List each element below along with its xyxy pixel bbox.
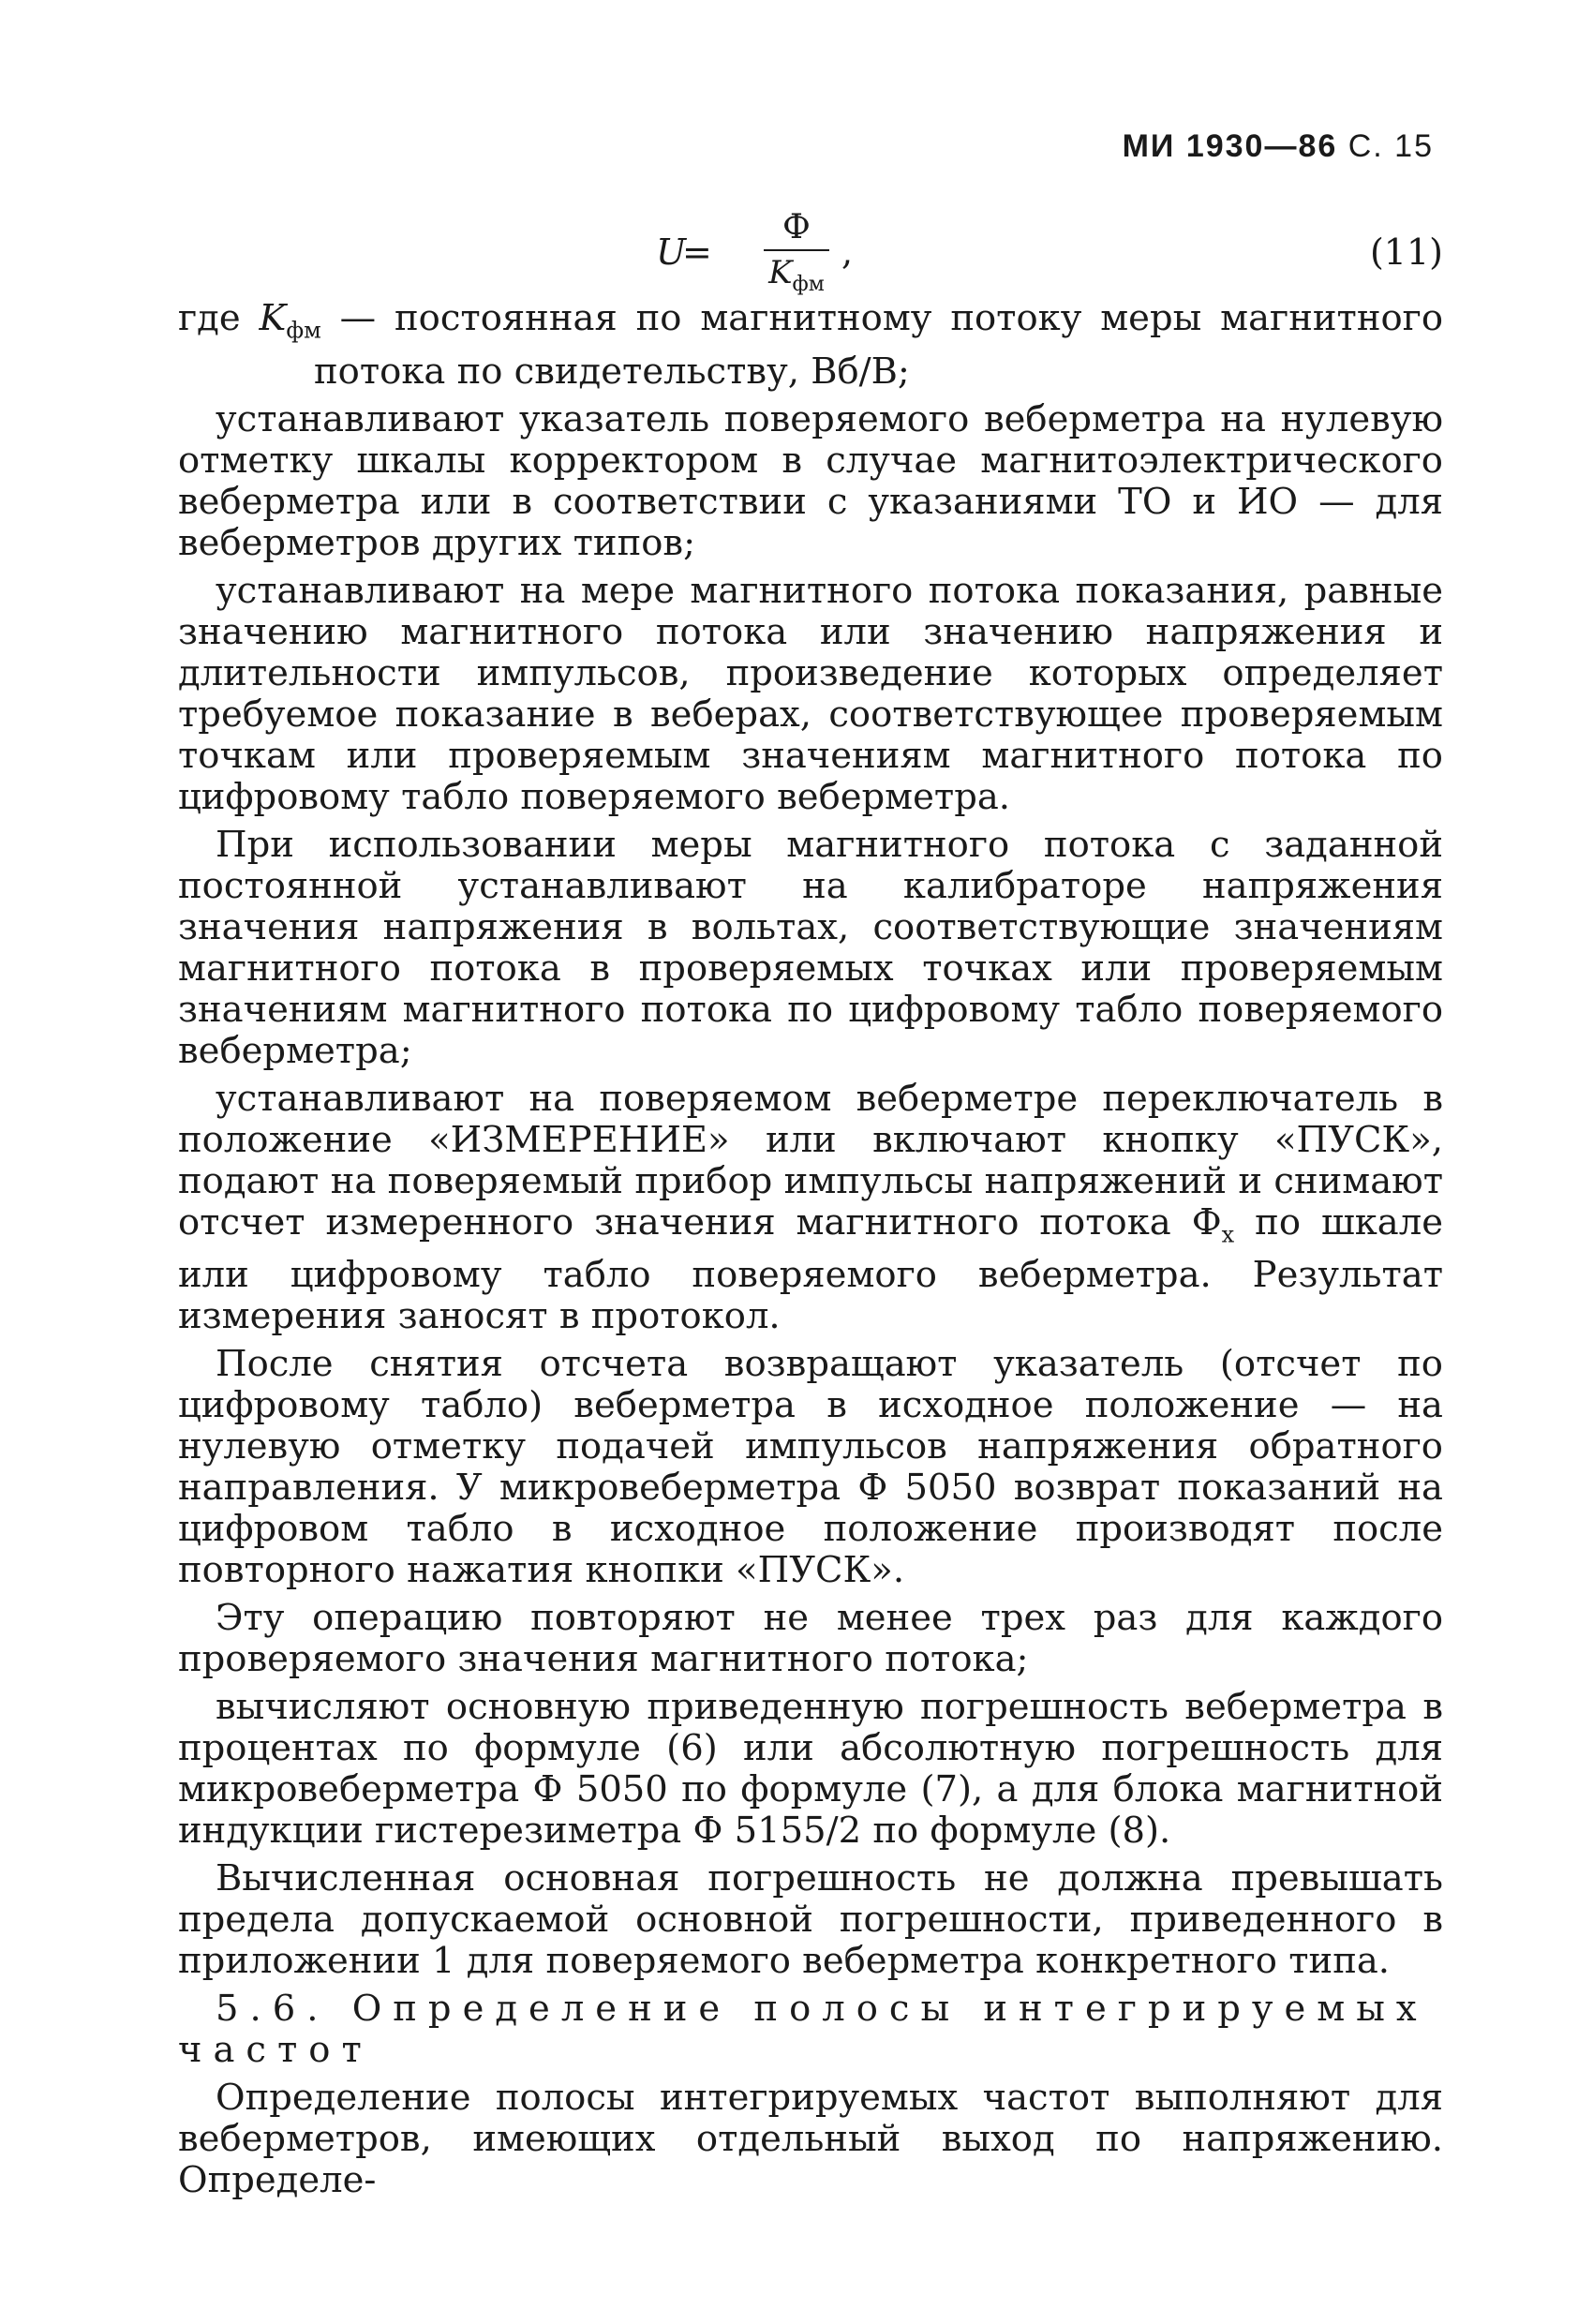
definition-symbol-subscript: фм bbox=[286, 317, 321, 344]
formula-lhs: U bbox=[656, 231, 687, 273]
paragraph-6: После снятия отсчета возвращают указатель (отсчет по цифровому табло) веберметра в исходное положение — на нулевую отметку подачей импульсов напряжения обратного направления. У микровеберметра Ф 5050 возврат показаний на цифровом табло в исходное положение производят после повторного нажатия кнопки «ПУСК». bbox=[178, 1343, 1443, 1592]
section-heading: 5.6. Определение полосы интегрируемых частот bbox=[178, 1988, 1428, 2072]
denominator-subscript: фм bbox=[792, 272, 825, 296]
definition-prefix: где bbox=[178, 297, 260, 339]
fraction-bar bbox=[764, 249, 829, 251]
document-code: МИ 1930—86 bbox=[1122, 128, 1338, 164]
paragraph-7: Эту операцию повторяют не менее трех раз для каждого проверяемого значения магнитного потока; bbox=[178, 1597, 1443, 1681]
formula-11 bbox=[656, 208, 1443, 296]
flux-symbol: Ф bbox=[1191, 1200, 1222, 1244]
formula-numerator: Ф bbox=[782, 208, 811, 246]
paragraph-2: устанавливают указатель поверяемого веберметра на нулевую отметку шкалы корректором в случае магнитоэлектрического веберметра или в соответствии с указаниями ТО и ИО — для веберметров других типов; bbox=[178, 397, 1443, 564]
paragraph-definition bbox=[178, 298, 1443, 393]
formula-fraction bbox=[764, 208, 829, 305]
definition-symbol: K bbox=[259, 297, 287, 339]
flux-symbol-subscript: x bbox=[1221, 1221, 1235, 1248]
page-header bbox=[1123, 128, 1434, 165]
formula-comma: , bbox=[841, 231, 854, 273]
paragraph-4: При использовании меры магнитного потока с заданной постоянной устанавливают на калибраторе напряжения значения напряжения в вольтах, соответствующие значениям магнитного потока в проверяемых точках или проверяемым значениям магнитного потока по цифровому табло поверяемого веберметра; bbox=[178, 823, 1443, 1072]
paragraph-3: устанавливают на мере магнитного потока показания, равные значению магнитного потока или значению напряжения и длительности импульсов, произведение которых определяет требуемое показание в веберах, соответствующее проверяемым точкам или проверяемым значениям магнитного потока по цифровому табло поверяемого веберметра. bbox=[178, 569, 1443, 818]
definition-text: — постоянная по магнитному потоку меры магнитного потока по свидетельству, Вб/В; bbox=[314, 297, 1444, 393]
page-body bbox=[178, 298, 1443, 2208]
paragraph-5-part-2: по шкале или цифровому табло поверяемого веберметра. Результат измерения заносят в протокол. bbox=[178, 1200, 1443, 1338]
paragraph-5 bbox=[178, 1079, 1443, 1338]
formula-equals: = bbox=[682, 231, 712, 273]
paragraph-9: Вычисленная основная погрешность не должна превышать предела допускаемой основной погрешности, приведенного в приложении 1 для поверяемого веберметра конкретного типа. bbox=[178, 1857, 1443, 1983]
paragraph-10: Определение полосы интегрируемых частот выполняют для веберметров, имеющих отдельный выход по напряжению. Определе- bbox=[178, 2077, 1443, 2202]
paragraph-5-part-1: устанавливают на поверяемом веберметре переключатель в положение «ИЗМЕРЕНИЕ» или включают кнопку «ПУСК», подают на поверяемый прибор импульсы напряжений и снимают отсчет измеренного значения магнитного потока bbox=[178, 1077, 1443, 1244]
page-number: С. 15 bbox=[1347, 128, 1434, 164]
paragraph-8: вычисляют основную приведенную погрешность веберметра в процентах по формуле (6) или абсолютную погрешность для микровеберметра Ф 5050 по формуле (7), а для блока магнитной индукции гистерезиметра Ф 5155/2 по формуле (8). bbox=[178, 1686, 1443, 1853]
denominator-symbol: K bbox=[768, 254, 793, 291]
formula-number: (11) bbox=[1369, 231, 1443, 273]
